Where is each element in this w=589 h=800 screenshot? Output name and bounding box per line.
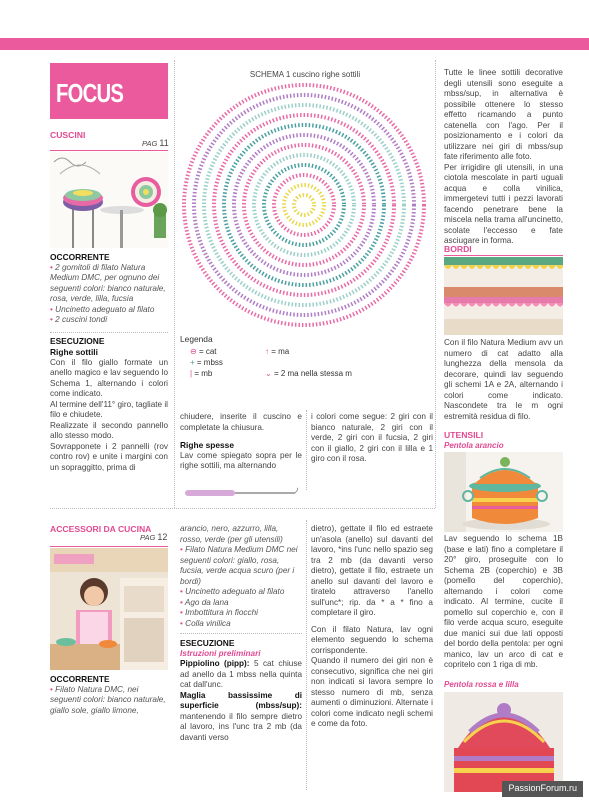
cuscini-esecuzione [50, 336, 168, 473]
diagram-ring [294, 195, 314, 215]
site-logo: PassionForum.ru [502, 781, 583, 797]
accessori-item: arancio, nero, azzurro, lilla, rosso, verde (per gli utensili) [180, 524, 283, 544]
diagram-ring [284, 185, 324, 225]
bordi-rule [444, 255, 563, 256]
cushions-photo [50, 152, 168, 248]
paragraph: chiudere, inserite il cuscino e completate la chiusura. [180, 412, 302, 432]
diagram-ring [254, 155, 354, 255]
paragraph: Tutte le linee sottili decorative degli utensili sono eseguite a mbss/sup, in alternativa è possibile ottenere lo stesso effetto ricamando a punto catenella con l'ago. Per il posizionamento e i colori da utilizzare nei giri di mbss/sup fate riferimento alle foto. [444, 68, 563, 161]
cuscini-title: CUSCINI [50, 130, 86, 140]
paragraph: Maglia bassissime di superficie (mbss/sup): mantenendo il filo sempre dietro al lavoro, ins l'unc tra 2 mb (da davanti verso [180, 690, 302, 742]
utensili-text: Lav seguendo lo schema 1B (base e lati) fino a completare il 20° giro, proseguite con lo Schema 2B (coperchio) e 3B (pomello del coperchio), alternando i colori come indicato. Al termine, cucite il pomello sul coperchio e, con il filo verde acqua scuro, eseguite due manici sui due lati opposti del bordo della pentola: per ogni manico, lav un arco di cat e copritelo con 1 riga di mb. [444, 534, 563, 669]
paragraph: Lav come spiegato sopra per le righe sottili, ma alternando [180, 450, 302, 471]
top-pink-bar [0, 38, 589, 50]
paragraph: Con il filato Natura, lav ogni elemento seguendo lo schema corrispondente. [311, 624, 433, 655]
legend-item: + = mbss [190, 358, 223, 367]
accessori-item: • Colla vinilica [180, 618, 231, 628]
crochet-hook-image [185, 486, 300, 500]
accessori-item: • Filato Natura Medium DMC nei seguenti colori: giallo, rosa, fucsia, verde acqua scuro (per i bordi) [180, 545, 298, 586]
accessori-col3 [311, 524, 433, 730]
kitchen-girl-photo [50, 548, 168, 670]
accessori-item: • Imbottitura in fiocchi [180, 608, 258, 617]
schema-title: SCHEMA 1 cuscino righe sottili [249, 70, 361, 79]
paragraph: Al termine dell'11° giro, tagliate il filo e chiudete. [50, 399, 169, 419]
cuscini-occorrente-title: OCCORRENTE [50, 252, 110, 262]
column-divider [174, 60, 175, 508]
paragraph: Per irrigidire gli utensili, in una ciotola mescolate in parti uguali acqua e colla vinilica, immergetevi tutti i pezzi lavorati facendo penetrare bene la miscela nella trama all'uncinetto, scolate l'eccesso e fate asciugare in forma. [444, 162, 563, 245]
column-divider [306, 520, 307, 790]
section-divider [50, 508, 435, 509]
diagram-ring [224, 125, 384, 285]
diagram-ring [184, 85, 424, 325]
orange-pot-photo [444, 452, 563, 532]
legend-item: ↑ = ma [265, 347, 290, 356]
column-divider [306, 410, 307, 490]
legend-title: Legenda [180, 334, 213, 344]
divider [180, 633, 302, 634]
accessori-item: • Ago da lana [180, 597, 229, 607]
paragraph: Pippiolino (pipp): 5 cat chiuse ad anello da 1 mbss nella quinta cat dall'unc. [180, 659, 302, 690]
bordi-title: BORDI [444, 244, 472, 254]
cuscini-col2 [180, 412, 302, 472]
diagram-ring [214, 115, 394, 295]
legend-item: | = mb [190, 369, 213, 378]
pentola-arancio-title: Pentola arancio [444, 441, 504, 450]
accessori-title: ACCESSORI DA CUCINA [50, 524, 152, 534]
righe-sottili-title: Righe sottili [50, 346, 98, 357]
borders-photo [444, 257, 563, 335]
cuscini-rule [50, 150, 168, 151]
diagram-ring [194, 95, 414, 315]
paragraph: Quando il numero dei giri non è consecutivo, significa che nei giri non indicati si lavora sempre lo stesso numero di mb, senza aumenti o diminuzioni. Alternate i colori come indicato negli schemi e come da foto. [311, 656, 433, 728]
column-divider [435, 60, 436, 508]
focus-banner [50, 63, 168, 119]
paragraph: dietro), gettate il filo ed estraete un'asola (anello) sul davanti del lavoro, *ins l'unc nello spazio seg tra 2 mb (da davanti verso dietro), gettate il filo, estraete un anello sul davanti del lavoro e tiratelo attraverso l'anello sull'unc*; rip. da * a * fino a completare il giro. [311, 524, 433, 617]
cuscini-col3: i colori come segue: 2 giri con il bianco naturale, 2 giri con il verde, 2 giri con il fucsia, 2 giri con il giallo, 2 giri con il lilla e 1 giro con il rosa. [311, 412, 433, 463]
accessori-page-ref: PAG 12 [140, 532, 168, 542]
accessori-esecuzione-title: ESECUZIONE [180, 638, 235, 648]
istruzioni-title: Istruzioni preliminari [180, 648, 261, 658]
paragraph: Con il filo giallo formate un anello magico e lav seguendo lo Schema 1, alternando i colori come indicato. [50, 357, 168, 398]
legend-item: ⊖ = cat [190, 347, 217, 356]
legend [180, 334, 430, 394]
paragraph: Sovrapponete i 2 pannelli (rov contro rov) e unite i margini con un sopraggitto, prima di [50, 441, 168, 472]
righe-spesse-title: Righe spesse [180, 440, 234, 450]
crochet-diagram [176, 76, 432, 334]
accessori-item: • Filato Natura DMC, nei seguenti colori: bianco naturale, giallo sole, giallo limone, [50, 684, 166, 715]
accessori-occorrente [50, 674, 168, 716]
cuscini-item: • 2 gomitoli di filato Natura Medium DMC, per ognuno dei seguenti colori: bianco naturale, rosa, verde, lilla, fucsia [50, 262, 166, 304]
bordi-text: Con il filo Natura Medium avv un numero di cat adatto alla lunghezza della mensola da decorare, quindi lav seguendo gli schemi 1A e 2A, alternando i colori come indicato. Nascondete tra le m ogni estremità residua di filo. [444, 338, 563, 421]
red-pot-photo [444, 692, 563, 792]
focus-title: FOCUS [56, 78, 124, 108]
cuscini-occorrente [50, 252, 168, 326]
accessori-item: • Uncinetto adeguato al filato [180, 587, 285, 596]
legend-item: ⌄ = 2 ma nella stessa m [265, 369, 352, 378]
accessori-col2 [180, 524, 302, 743]
right-intro [444, 68, 563, 247]
divider [50, 332, 168, 333]
accessori-rule [50, 546, 168, 547]
cuscini-page-ref: PAG 11 [142, 138, 169, 148]
utensili-title: UTENSILI [444, 430, 484, 440]
esecuzione-title: ESECUZIONE [50, 336, 105, 346]
cuscini-item: • Uncinetto adeguato al filato [50, 304, 155, 314]
pentola-rossa-title: Pentola rossa e lilla [444, 680, 519, 689]
accessori-occorrente-title: OCCORRENTE [50, 674, 110, 684]
paragraph: Realizzate il secondo pannello allo stesso modo. [50, 420, 168, 440]
cuscini-item: • 2 cuscini tondi [50, 315, 108, 325]
